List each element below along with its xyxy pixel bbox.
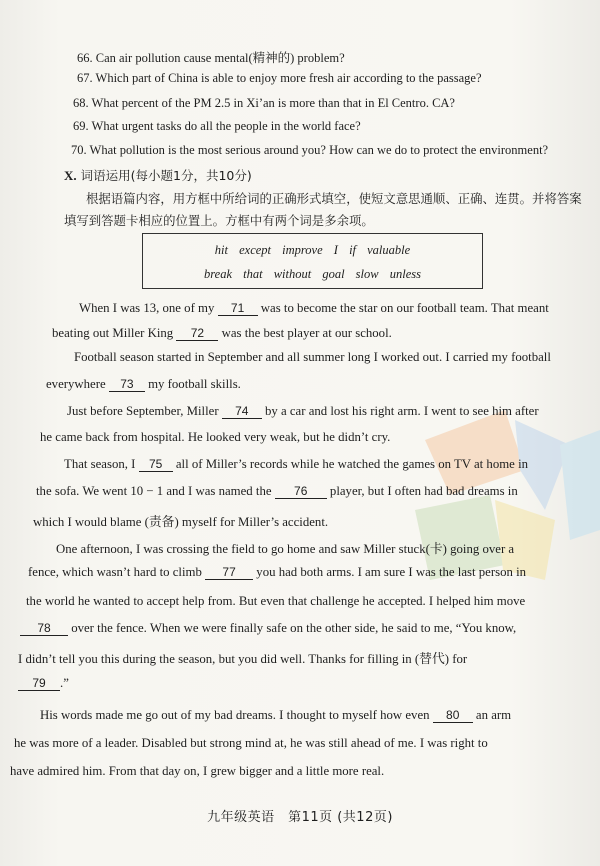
- blank-75: 75: [139, 457, 173, 472]
- question-67: 67. Which part of China is able to enjoy more fresh air according to the passage?: [77, 71, 482, 85]
- passage-line: [46, 377, 241, 392]
- blank-77: 77: [205, 565, 253, 580]
- question-66: 66. Can air pollution cause mental(精神的) problem?: [77, 51, 345, 65]
- blank-79: 79: [18, 676, 60, 691]
- section-title: 词语运用(每小题1分，共10分): [80, 168, 252, 183]
- instruction-line-1: 根据语篇内容，用方框中所给词的正确形式填空，使短文意思通顺、正确、连贯。并将答案: [86, 191, 582, 206]
- instruction-line-2: 填写到答题卡相应的位置上。方框中有两个词是多余项。: [64, 213, 374, 228]
- blank-71: 71: [218, 301, 258, 316]
- passage-line: [20, 621, 516, 636]
- passage-line: which I would blame (责备) myself for Miller’s accident.: [33, 515, 329, 529]
- passage-line: [79, 301, 549, 316]
- passage-text: the sofa. We went 10 − 1 and I was named the: [36, 484, 275, 498]
- passage-text: beating out Miller King: [52, 326, 177, 340]
- blank-73: 73: [109, 377, 145, 392]
- passage-text: was to become the star on our football team. That meant: [257, 301, 549, 315]
- page-footer: 九年级英语 第11页 (共12页): [207, 810, 393, 825]
- passage-line: [40, 708, 511, 723]
- passage-text: .”: [60, 676, 69, 690]
- section-heading: [64, 166, 252, 184]
- passage-text: you had both arms. I am sure I was the last person in: [253, 565, 527, 579]
- passage-line: [67, 404, 539, 419]
- question-70: 70. What pollution is the most serious around you? How can we do to protect the environment?: [71, 143, 549, 157]
- passage-text: an arm: [472, 708, 512, 722]
- passage-text: over the fence. When we were finally safe on the other side, he said to me, “You know,: [68, 621, 517, 635]
- passage-text: my football skills.: [144, 377, 241, 391]
- passage-text: fence, which wasn’t hard to climb: [28, 565, 206, 579]
- passage-line: he came back from hospital. He looked very weak, but he didn’t cry.: [40, 430, 391, 444]
- section-number: X.: [64, 168, 77, 183]
- passage-line: [36, 484, 518, 499]
- passage-line: One afternoon, I was crossing the field to go home and saw Miller stuck(卡) going over a: [56, 542, 515, 556]
- blank-76: 76: [275, 484, 327, 499]
- passage-line: the world he wanted to accept help from. But even that challenge he accepted. I helped him move: [26, 594, 526, 608]
- passage-line: [52, 326, 392, 341]
- blank-72: 72: [176, 326, 218, 341]
- word-box-row-1: hit except improve I if valuable: [214, 243, 411, 257]
- passage-line: [18, 676, 69, 691]
- passage-text: by a car and lost his right arm. I went to see him after: [261, 404, 539, 418]
- question-69: 69. What urgent tasks do all the people in the world face?: [73, 119, 361, 133]
- passage-text: player, but I often had bad dreams in: [326, 484, 518, 498]
- blank-78: 78: [20, 621, 68, 636]
- passage-line: I didn’t tell you this during the season, but you did well. Thanks for filling in (替代) for: [18, 652, 468, 666]
- passage-line: he was more of a leader. Disabled but strong mind at, he was still ahead of me. I was right to: [14, 736, 488, 750]
- passage-text: Just before September, Miller: [67, 404, 222, 418]
- passage-text: was the best player at our school.: [218, 326, 392, 340]
- passage-line: [64, 457, 528, 472]
- passage-text: everywhere: [46, 377, 109, 391]
- word-box: [142, 233, 483, 289]
- question-68: 68. What percent of the PM 2.5 in Xi’an is more than that in El Centro. CA?: [73, 96, 455, 110]
- passage-text: all of Miller’s records while he watched the games on TV at home in: [172, 457, 529, 471]
- passage-text: That season, I: [64, 457, 139, 471]
- passage-line: [28, 565, 526, 580]
- passage-text: When I was 13, one of my: [79, 301, 218, 315]
- passage-line: Football season started in September and all summer long I worked out. I carried my football: [74, 350, 551, 364]
- passage-line: have admired him. From that day on, I grew bigger and a little more real.: [10, 764, 385, 778]
- blank-74: 74: [222, 404, 262, 419]
- blank-80: 80: [433, 708, 473, 723]
- word-box-row-2: break that without goal slow unless: [204, 267, 421, 281]
- passage-text: His words made me go out of my bad dreams. I thought to myself how even: [40, 708, 433, 722]
